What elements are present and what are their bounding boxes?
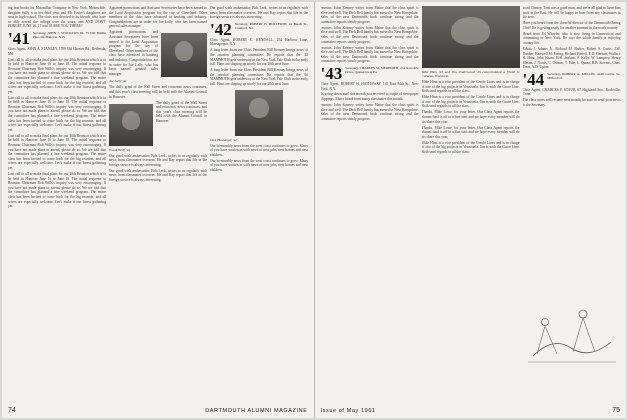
section-43-agent: Class Agent, ROBERT H. HATHAWAY, 145 East 84th St., New York, N.Y. (320, 81, 419, 91)
right-footer (321, 407, 621, 414)
column-1 (8, 6, 106, 394)
column-6 (523, 6, 621, 292)
col6-list: Edwin J. Adams Jr., Richard M. Barker, Robert S. Curtis, J.W. Dunbar, Hartwell M. Ewing, Richard Farrell, E.D. Gerhart, Wallace H. Hunt, John Isham, H.H. Jenkins, F. Kelly, W. Lamprey, Henry Mason, J. Norris, C. Osborn, T. Pike, L. Quinn, R.B. Stevens, Chas. Treat, A.D. Upton (522, 46, 621, 70)
col2-mid-wrap: The daily grind of the Wall Street and economic news continues, and this year's class meeting will be held with the Alumni Council in Hanover. (156, 100, 207, 123)
column-2 (109, 6, 207, 394)
photo-2-caption: Frank Wolff '41 (109, 147, 131, 152)
col5-body: Mike Hinn is a vice president of the Creole Lines and is in charge of one of the big projects in Venezuela. Jim is with the Grace Line. Both send regards to all the class. (421, 80, 520, 94)
left-page (2, 2, 315, 418)
col5-bottom: Thanks, Mike Lowe, for your letter. Our Class Agent reports the alumni fund is off to a fine start and we hope every member will do his share this year. (421, 110, 520, 124)
magazine-title: DARTMOUTH ALUMNI MAGAZINE (205, 408, 308, 414)
section-41-year: '41 (8, 28, 30, 48)
col3-intro: Our good wish ambassador, Bob Leek, writes to us regularly with news from classmates overseas. He and Kay report that life in the foreign service is always interesting. (210, 6, 308, 20)
issue-label: Issue of May 1961 (320, 408, 376, 414)
section-42-secretary: Secretary, ROBERT H. HOLLERTH, 44 Beech St., Cranford, N.J. (234, 21, 308, 30)
right-page (315, 2, 627, 418)
col5-body-repeat: Mike Hinn is a vice president of the Creole Lines and is in charge of one of the big projects in Venezuela. Jim is with the Grace Line. Both send regards to all the class. (421, 95, 520, 109)
photo-1 (161, 33, 207, 77)
col5-bottom-repeat: Thanks, Mike Lowe, for your letter. Our Class Agent reports the alumni fund is off to a fine start and we hope every member will do his share this year. (421, 125, 520, 139)
section-42-header (210, 19, 308, 39)
photo-3-caption: Dick Henninger '42 (210, 137, 237, 142)
section-44-header (522, 69, 621, 89)
section-43-secretary: Secretary, CHARLES M. MEREDITH, 214 Rosedale Drive, Quakertown, Pa. (345, 65, 419, 74)
col4-body-repeat-2: reunion. John Kenney writes from Maine that the class spirit is alive and well. The Dick Bell family has moved to New Hampshire. Sales of the new Dartmouth book continue strong and the committee reports steady progress. (320, 45, 419, 64)
photo-2 (109, 104, 153, 146)
col4-body: reunion. John Kenney writes from Maine that the class spirit is alive and well. The Dick Bell family has moved to New Hampshire. Sales of the new Dartmouth book continue strong and the committee reports steady progress. (320, 6, 419, 24)
col1-body-repeat: Last call to all to make final plans for our 20th Reunion which is to be held in Hanover June 16 to June 18. The initial response to Reunion Chairman Bob Wills's inquiry was very encouraging. If you have not made plans to attend, please do so. We are told that the committee has planned a fine weekend program. The entire class has been invited to come back for the big reunion, and all wives are especially welcome. Let's make it our finest gathering yet. (8, 95, 106, 132)
col4-bottom: In going down mail this month just received a couple of newspaper clippings. I have heard from many classmates this month. (320, 92, 419, 102)
col2-bottom-repeat: Our good wish ambassador, Bob Leek, writes to us regularly with news from classmates overseas. He and Kay report that life in the foreign service is always interesting. (109, 168, 207, 182)
col1-top-text: ing text books for Macmillan Company in New York. Meanwhile, daughter Sally is in her third year, and Mr. Foster's daughters are now in high school. The class was devoted to its friends, who have so ably served the college over the years, and AND DON'T FORGET JUNE 16, 17 and 18 ARE YOU THERE? (8, 6, 106, 29)
illustration-sketch (523, 296, 621, 368)
section-41-secretary: Secretary, JOHN J. STOCKTON JR. 75 Old Dublin Pike, Dr. Hanover, N.H. (32, 30, 106, 39)
magazine-spread (2, 2, 626, 418)
left-footer (8, 407, 308, 414)
column-5 (422, 6, 520, 394)
col2-body: Apparent promotions and Assistant Secretaries have been named to the Land Acquisition program for the city of Cleveland. Other members of the class have advanced in banking and industry. Congratulations are in order for Joe Lally, who has been named general sales manager. (109, 6, 207, 29)
section-41-agent: Class Agent, JOHN A. STANLEY, 1700 Old Chester Rd., Bethesda, Md. (8, 46, 106, 56)
section-41-header (8, 28, 106, 48)
col3-bottom: Our bi-monthly news from the west coast continues to grow. Many of you have written in with news of new jobs, new homes and new children. (210, 143, 308, 157)
col3-body-repeat: A long letter from our Class President Bill Kenney brings news of the reunion planning committee. He reports that the '42 MAMMOTH gets underway at the New York Yale Club in the early fall. Plans are shaping up nicely for our 20th next June. (210, 68, 308, 86)
col6-mid: Heard from Ed Wheeler, who is now living in Connecticut and commuting to New York. He says the whole family is enjoying country life. (522, 31, 621, 45)
photo-4-caption: Mike Hinn '43 and Jim Underwood '43 congratulated a friend in Caracas, Venezuela. (421, 70, 520, 78)
col6-bottom: The class notes will resume next month; be sure to send your news to the Secretary. (522, 98, 621, 108)
section-44-secretary: Secretary, ROBERT A. MELLIN, 4129 Centre St., Milford, O. (547, 71, 621, 80)
section-43-header (320, 63, 419, 83)
right-page-number: 75 (612, 407, 620, 414)
col6-top: ward Cheney. Tom was a good man, and we're all glad to have him back in the East. He will be happy to hear from any classmates in the area. (522, 6, 621, 20)
left-page-number: 74 (8, 407, 16, 414)
col1-body-repeat-3: Last call to all to make final plans for our 20th Reunion which is to be held in Hanover June 16 to June 18. The initial response to Reunion Chairman Bob Wills's inquiry was very encouraging. If you have not made plans to attend, please do so. We are told that the committee has planned a fine weekend program. The entire class has been invited to come back for the big reunion, and all wives are especially welcome. Let's make it our finest gathering yet. (8, 171, 106, 209)
section-42-year: '42 (210, 19, 232, 39)
section-44-agent: Class Agent, CHARLES F. STAUB, 67 Highland Ave., Rockville, Conn. (522, 87, 621, 97)
photo-3 (235, 90, 283, 136)
col1-body-repeat-2: Last call to all to make final plans for our 20th Reunion which is to be held in Hanover June 16 to June 18. The initial response to Reunion Chairman Bob Wills's inquiry was very encouraging. If you have not made plans to attend, please do so. We are told that the committee has planned a fine weekend program. The entire class has been invited to come back for the big reunion, and all wives are especially welcome. Let's make it our finest gathering yet. (8, 133, 106, 170)
photo-1-caption: Joe Lally '41 (109, 79, 127, 84)
col4-bottom-repeat: reunion. John Kenney writes from Maine that the class spirit is alive and well. The Dick Bell family has moved to New Hampshire. Sales of the new Dartmouth book continue strong and the committee reports steady progress. (320, 103, 419, 121)
column-4 (321, 6, 419, 394)
col2-mid: The daily grind of the Wall Street and economic news continues, and this year's class meeting will be held with the Alumni Council in Hanover. (109, 85, 207, 99)
col3-bottom-repeat: Our bi-monthly news from the west coast continues to grow. Many of you have written in with news of new jobs, new homes and new children. (210, 158, 308, 172)
column-3 (210, 6, 308, 394)
col2-body-wrap: Apparent promotions and Assistant Secretaries have been named to the Land Acquisition program for the city of Cleveland. Other members of the class have advanced in banking and industry. Congratulations are in order for Joe Lally, who has been named general sales manager. (109, 30, 158, 76)
photo-4 (422, 6, 520, 68)
col6-body: Have you heard from the cheerful director of the Dartmouth Outing Club? He is getting ready for another summer in the north country. (522, 21, 621, 30)
section-43-year: '43 (320, 63, 343, 83)
section-44-year: '44 (522, 69, 545, 89)
col4-body-repeat: reunion. John Kenney writes from Maine that the class spirit is alive and well. The Dick Bell family has moved to New Hampshire. Sales of the new Dartmouth book continue strong and the committee reports steady progress. (320, 25, 419, 44)
section-42-agent: Class Agent, ROBERT C. KENDALL, 234 Harbour Lane, Massapequa, N.Y. (210, 37, 308, 47)
col3-body: A long letter from our Class President Bill Kenney brings news of the reunion planning committee. He reports that the '42 MAMMOTH gets underway at the New York Yale Club in the early fall. Plans are shaping up nicely for our 20th next June. (210, 48, 308, 67)
col5-bottom-repeat-2: Mike Hinn is a vice president of the Creole Lines and is in charge of one of the big projects in Venezuela. Jim is with the Grace Line. Both send regards to all the class. (421, 140, 520, 154)
col2-bottom: Our good wish ambassador, Bob Leek, writes to us regularly with news from classmates overseas. He and Kay report that life in the foreign service is always interesting. (109, 153, 207, 167)
col1-body: Last call to all to make final plans for our 20th Reunion which is to be held in Hanover June 16 to June 18. The initial response to Reunion Chairman Bob Wills's inquiry was very encouraging. If you have not made plans to attend, please do so. We are told that the committee has planned a fine weekend program. The entire class has been invited to come back for the big reunion, and all wives are especially welcome. Let's make it our finest gathering yet. (8, 57, 106, 94)
